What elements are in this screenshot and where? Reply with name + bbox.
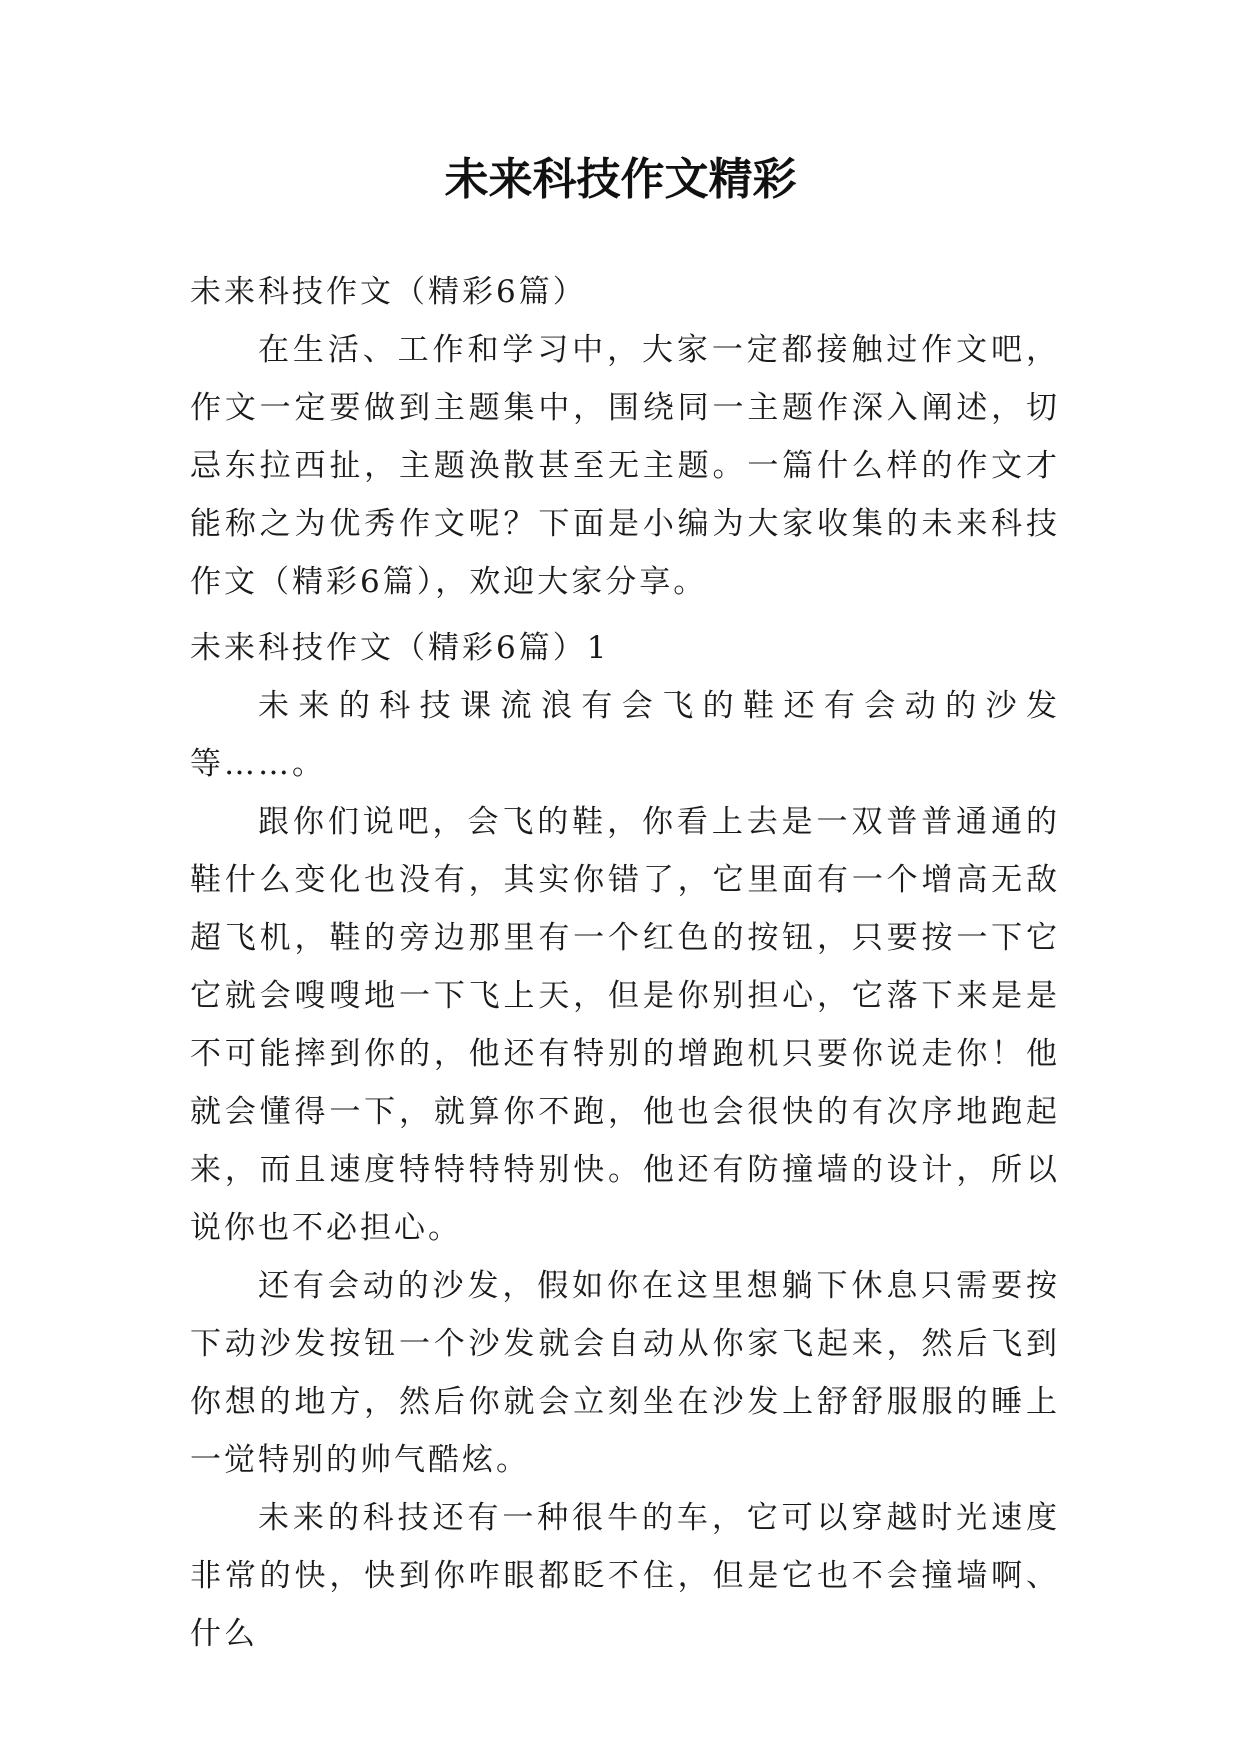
intro-heading: 未来科技作文（精彩6篇） xyxy=(190,274,587,310)
section-1-paragraph: 未来的科技课流浪有会飞的鞋还有会动的沙发等……。 xyxy=(190,688,1060,782)
section-1-paragraph: 未来的科技还有一种很牛的车，它可以穿越时光速度非常的快，快到你咋眼都眨不住，但是它也不会撞墙啊、什么 xyxy=(190,1500,1060,1652)
intro-section xyxy=(190,263,1060,611)
section-1-paragraph: 还有会动的沙发，假如你在这里想躺下休息只需要按下动沙发按钮一个沙发就会自动从你家飞起来，然后飞到你想的地方，然后你就会立刻坐在沙发上舒舒服服的睡上一觉特别的帅气酷炫。 xyxy=(190,1268,1060,1478)
document-title: 未来科技作文精彩 xyxy=(444,154,797,205)
intro-paragraph: 在生活、工作和学习中，大家一定都接触过作文吧，作文一定要做到主题集中，围绕同一主题作深入阐述，切忌东拉西扯，主题涣散甚至无主题。一篇什么样的作文才能称之为优秀作文呢？下面是小编为大家收集的未来科技作文（精彩6篇），欢迎大家分享。 xyxy=(190,332,1060,600)
section-1-heading: 未来科技作文（精彩6篇）1 xyxy=(190,630,610,666)
section-1-paragraph: 跟你们说吧，会飞的鞋，你看上去是一双普普通通的鞋什么变化也没有，其实你错了，它里面有一个增高无敌超飞机，鞋的旁边那里有一个红色的按钮，只要按一下它它就会嗖嗖地一下飞上天，但是你别担心，它落下来是是不可能摔到你的，他还有特别的增跑机只要你说走你！他就会懂得一下，就算你不跑，他也会很快的有次序地跑起来，而且速度特特特特别快。他还有防撞墙的设计，所以说你也不必担心。 xyxy=(190,804,1060,1246)
section-1 xyxy=(190,619,1060,1663)
